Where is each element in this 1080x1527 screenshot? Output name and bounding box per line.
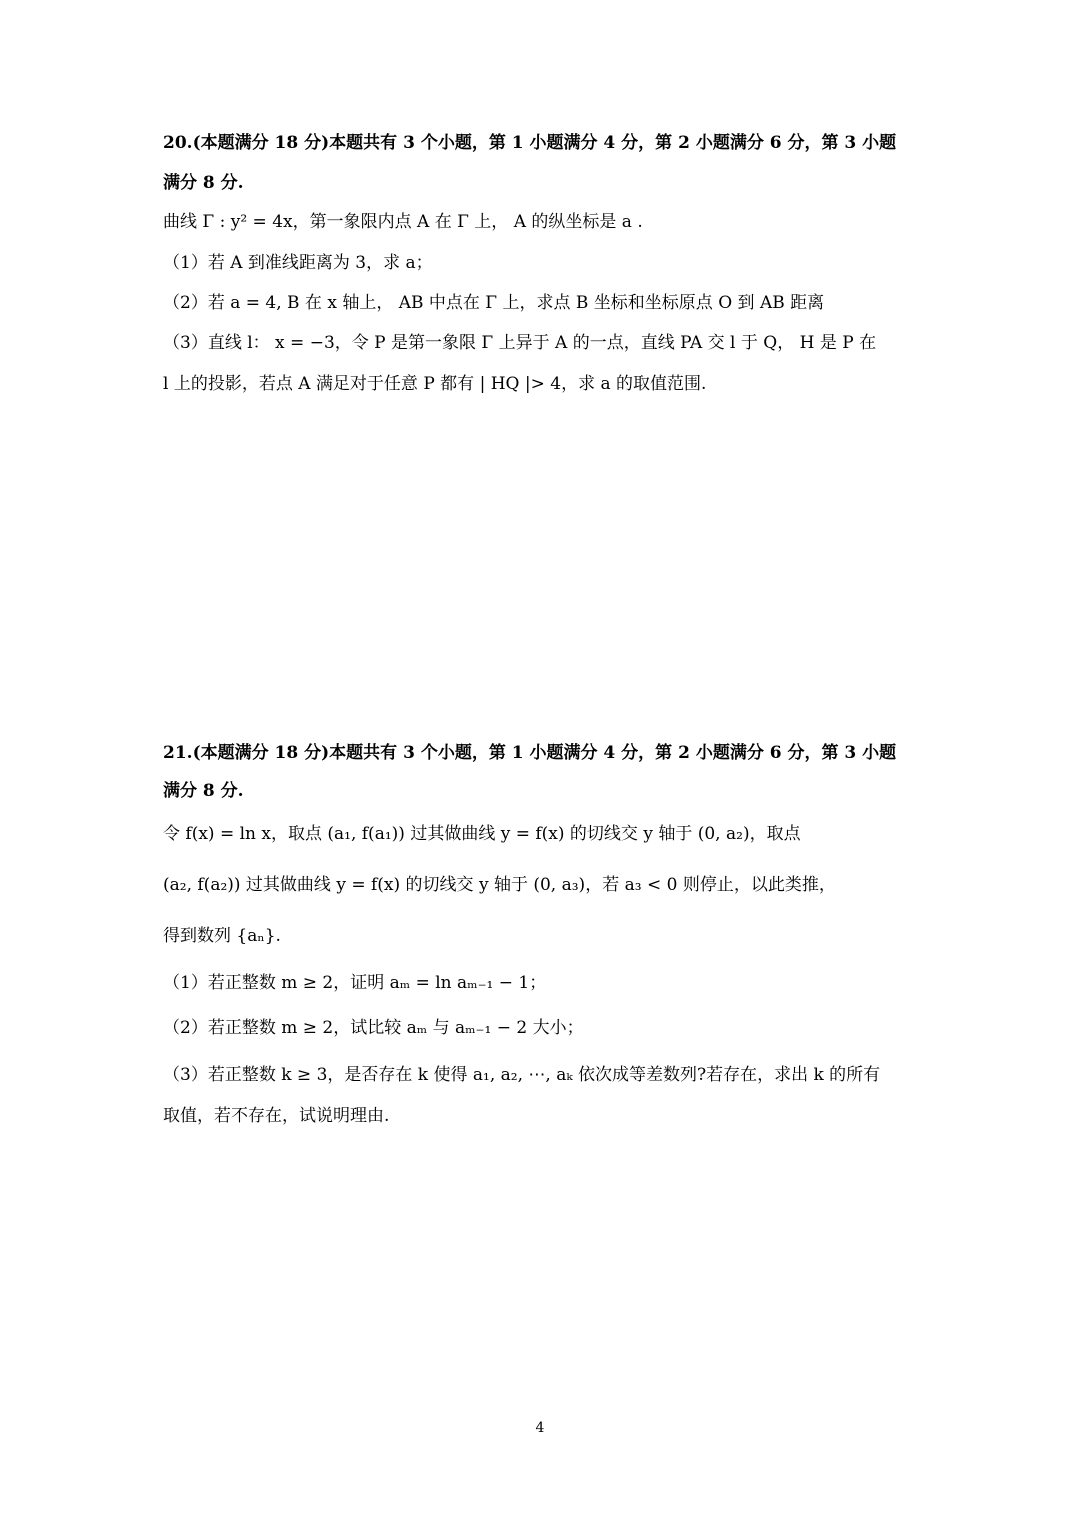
problem-20-header-line1: 20.(本题满分 18 分)本题共有 3 个小题，第 1 小题满分 4 分，第 2 小题满分 6 分，第 3 小题 (163, 133, 897, 153)
problem-21-stem-line2: (a₂, f(a₂)) 过其做曲线 y = f(x) 的切线交 y 轴于 (0, a₃)，若 a₃ < 0 则停止，以此类推， (163, 875, 836, 895)
problem-21-part3-line2: 取值，若不存在，试说明理由. (163, 1106, 390, 1126)
problem-21-part3-line1: （3）若正整数 k ≥ 3，是否存在 k 使得 a₁, a₂, ⋯, aₖ 依次成等差数列?若存在，求出 k 的所有 (163, 1065, 881, 1085)
problem-20-stem: 曲线 Γ : y² = 4x，第一象限内点 A 在 Γ 上， A 的纵坐标是 a . (163, 212, 643, 232)
problem-21-stem-line3: 得到数列 {aₙ}. (163, 926, 281, 946)
problem-20-part3-line1: （3）直线 l： x = −3，令 P 是第一象限 Γ 上异于 A 的一点，直线 PA 交 l 于 Q， H 是 P 在 (163, 333, 877, 353)
problem-21-header-line1: 21.(本题满分 18 分)本题共有 3 个小题，第 1 小题满分 4 分，第 2 小题满分 6 分，第 3 小题 (163, 743, 897, 763)
page-number: 4 (535, 1420, 545, 1436)
problem-20-part2: （2）若 a = 4, B 在 x 轴上， AB 中点在 Γ 上，求点 B 坐标和坐标原点 O 到 AB 距离 (163, 293, 825, 313)
problem-21-stem-line1: 令 f(x) = ln x，取点 (a₁, f(a₁)) 过其做曲线 y = f(x) 的切线交 y 轴于 (0, a₂)，取点 (163, 824, 801, 844)
problem-21-part1: （1）若正整数 m ≥ 2，证明 aₘ = ln aₘ₋₁ − 1； (163, 973, 547, 993)
problem-20-header-line2: 满分 8 分. (163, 173, 244, 193)
problem-20-part1: （1）若 A 到准线距离为 3，求 a； (163, 253, 433, 273)
problem-20-part3-line2: l 上的投影，若点 A 满足对于任意 P 都有 | HQ |> 4，求 a 的取值范围. (163, 374, 707, 394)
problem-21-header-line2: 满分 8 分. (163, 781, 244, 801)
problem-21-part2: （2）若正整数 m ≥ 2，试比较 aₘ 与 aₘ₋₁ − 2 大小； (163, 1018, 584, 1038)
